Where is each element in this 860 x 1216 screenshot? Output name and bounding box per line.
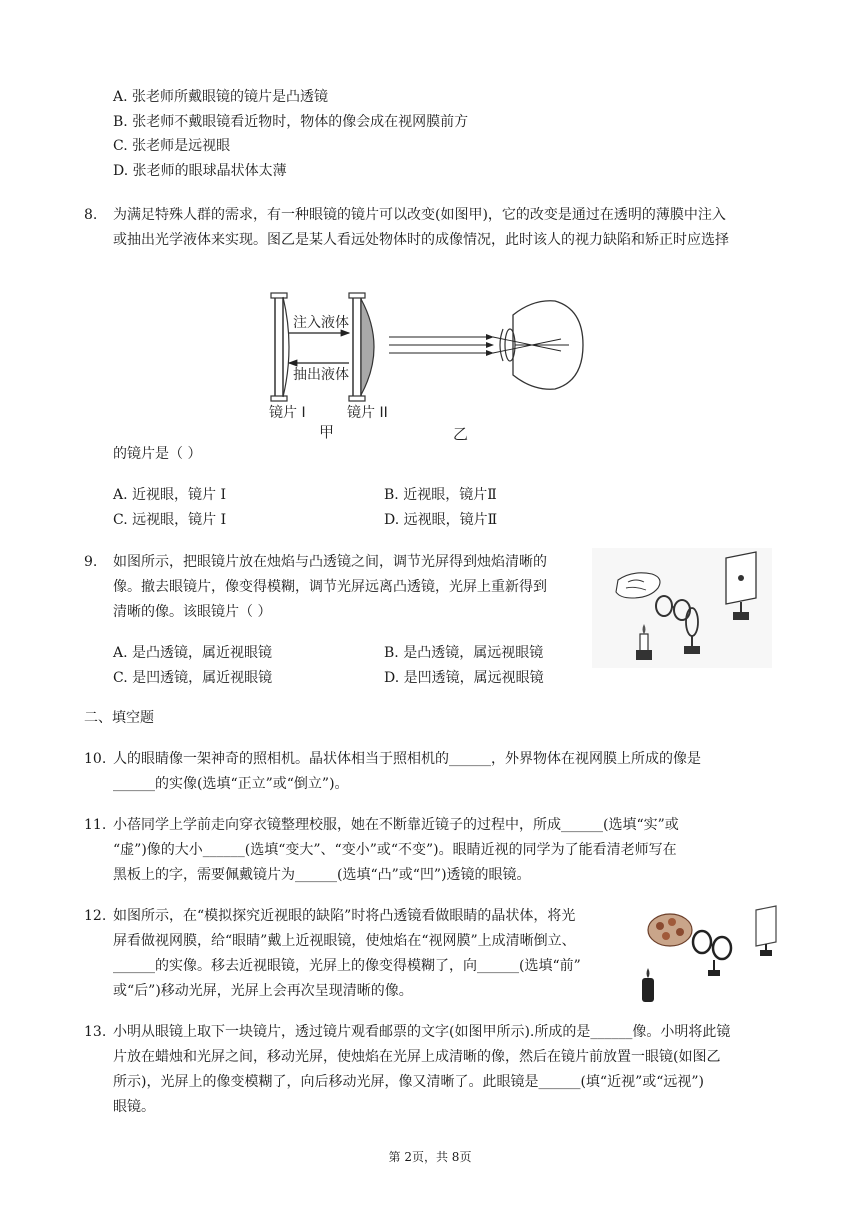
q13-text-line1: 小明从眼镜上取下一块镜片，透过镜片观看邮票的文字(如图甲所示).所成的是______像。小明将此镜 — [113, 1024, 731, 1040]
q10-number: 10. — [84, 751, 107, 767]
q8-lens-eye-figure — [265, 285, 585, 445]
eye-icon — [493, 301, 583, 389]
q11-number: 11. — [84, 817, 107, 833]
q9-option-a: A. 是凸透镜，属近视眼镜 — [113, 645, 273, 661]
q8-option-d: D. 远视眼，镜片Ⅱ — [384, 512, 498, 528]
screen-icon — [756, 906, 776, 956]
q8-option-b: B. 近视眼，镜片Ⅱ — [384, 487, 497, 503]
q11-text-line2: “虚”)像的大小______(选填“变大”、“变小”或“不变”)。眼睛近视的同学为了能看清老师写在 — [113, 842, 677, 858]
q8-yi-label: 乙 — [453, 425, 469, 443]
q9-candle-lens-figure — [592, 548, 772, 668]
q8-number: 8. — [84, 207, 98, 223]
q8-option-a: A. 近视眼，镜片 I — [113, 487, 226, 503]
q7-option-a: A. 张老师所戴眼镜的镜片是凸透镜 — [113, 89, 329, 105]
q11-text-line1: 小蓓同学上学前走向穿衣镜整理校服，她在不断靠近镜子的过程中，所成______(选填“实”或 — [113, 817, 679, 833]
q12-text-line4: 或“后”)移动光屏，光屏上会再次呈现清晰的像。 — [113, 983, 413, 999]
q12-text-line2: 屏看做视网膜，给“眼睛”戴上近视眼镜，使烛焰在“视网膜”上成清晰倒立、 — [113, 933, 576, 949]
q9-text-line3: 清晰的像。该眼镜片（ ） — [113, 604, 272, 620]
q8-text-line2: 或抽出光学液体来实现。图乙是某人看远处物体时的成像情况，此时该人的视力缺陷和矫正时应选择 — [113, 232, 729, 248]
q13-text-line2: 片放在蜡烛和光屏之间，移动光屏，使烛焰在光屏上成清晰的像，然后在镜片前放置一眼镜(如图乙 — [113, 1049, 721, 1065]
q9-option-b: B. 是凸透镜，属远视眼镜 — [384, 645, 544, 661]
q9-text-line2: 像。撤去眼镜片，像变得模糊，调节光屏远离凸透镜，光屏上重新得到 — [113, 579, 547, 595]
q9-number: 9. — [84, 554, 98, 570]
q12-text-line1: 如图所示，在“模拟探究近视眼的缺陷”时将凸透镜看做眼睛的晶状体，将光 — [113, 908, 576, 924]
section-heading-fill-in: 二、填空题 — [84, 710, 154, 726]
lens-ii-icon — [349, 293, 374, 401]
q8-extract-label: 抽出液体 — [293, 367, 349, 383]
q9-text-line1: 如图所示，把眼镜片放在烛焰与凸透镜之间，调节光屏得到烛焰清晰的 — [113, 554, 547, 570]
q10-text-line2: ______的实像(选填“正立”或“倒立”)。 — [113, 776, 349, 792]
q12-myopia-experiment-figure — [636, 902, 786, 1007]
q7-option-c: C. 张老师是远视眼 — [113, 138, 231, 154]
q7-option-d: D. 张老师的眼球晶状体太薄 — [113, 163, 287, 179]
glasses-icon — [693, 931, 731, 976]
q9-option-d: D. 是凹透镜，属远视眼镜 — [384, 670, 544, 686]
q8-lens1-label: 镜片 I — [269, 405, 306, 421]
q13-number: 13. — [84, 1024, 107, 1040]
q12-text-line3: ______的实像。移去近视眼镜，光屏上的像变得模糊了，向______(选填“前” — [113, 958, 581, 974]
q7-option-b: B. 张老师不戴眼镜看近物时，物体的像会成在视网膜前方 — [113, 114, 469, 130]
q13-text-line4: 眼镜。 — [113, 1099, 155, 1115]
q9-option-c: C. 是凹透镜，属近视眼镜 — [113, 670, 273, 686]
q10-text-line1: 人的眼睛像一架神奇的照相机。晶状体相当于照相机的______，外界物体在视网膜上所成的像是 — [113, 751, 701, 767]
page-footer: 第 2页，共 8页 — [388, 1150, 472, 1164]
q8-inject-label: 注入液体 — [293, 315, 349, 331]
q13-text-line3: 所示)，光屏上的像变模糊了，向后移动光屏，像又清晰了。此眼镜是______(填“近视”或“远视”) — [113, 1074, 705, 1090]
q12-number: 12. — [84, 908, 107, 924]
q8-lens2-label: 镜片 II — [347, 405, 388, 421]
q8-option-c: C. 远视眼，镜片 I — [113, 512, 227, 528]
q8-text-line1: 为满足特殊人群的需求，有一种眼镜的镜片可以改变(如图甲)，它的改变是通过在透明的薄膜中注入 — [113, 207, 726, 223]
lens-i-icon — [271, 293, 289, 401]
q11-text-line3: 黑板上的字，需要佩戴镜片为______(选填“凸”或“凹”)透镜的眼镜。 — [113, 867, 531, 883]
q8-jia-label: 甲 — [319, 423, 335, 441]
q8-text-line3: 的镜片是（ ） — [113, 446, 202, 462]
candle-icon — [642, 968, 654, 1002]
lens-cluster-icon — [648, 914, 692, 946]
